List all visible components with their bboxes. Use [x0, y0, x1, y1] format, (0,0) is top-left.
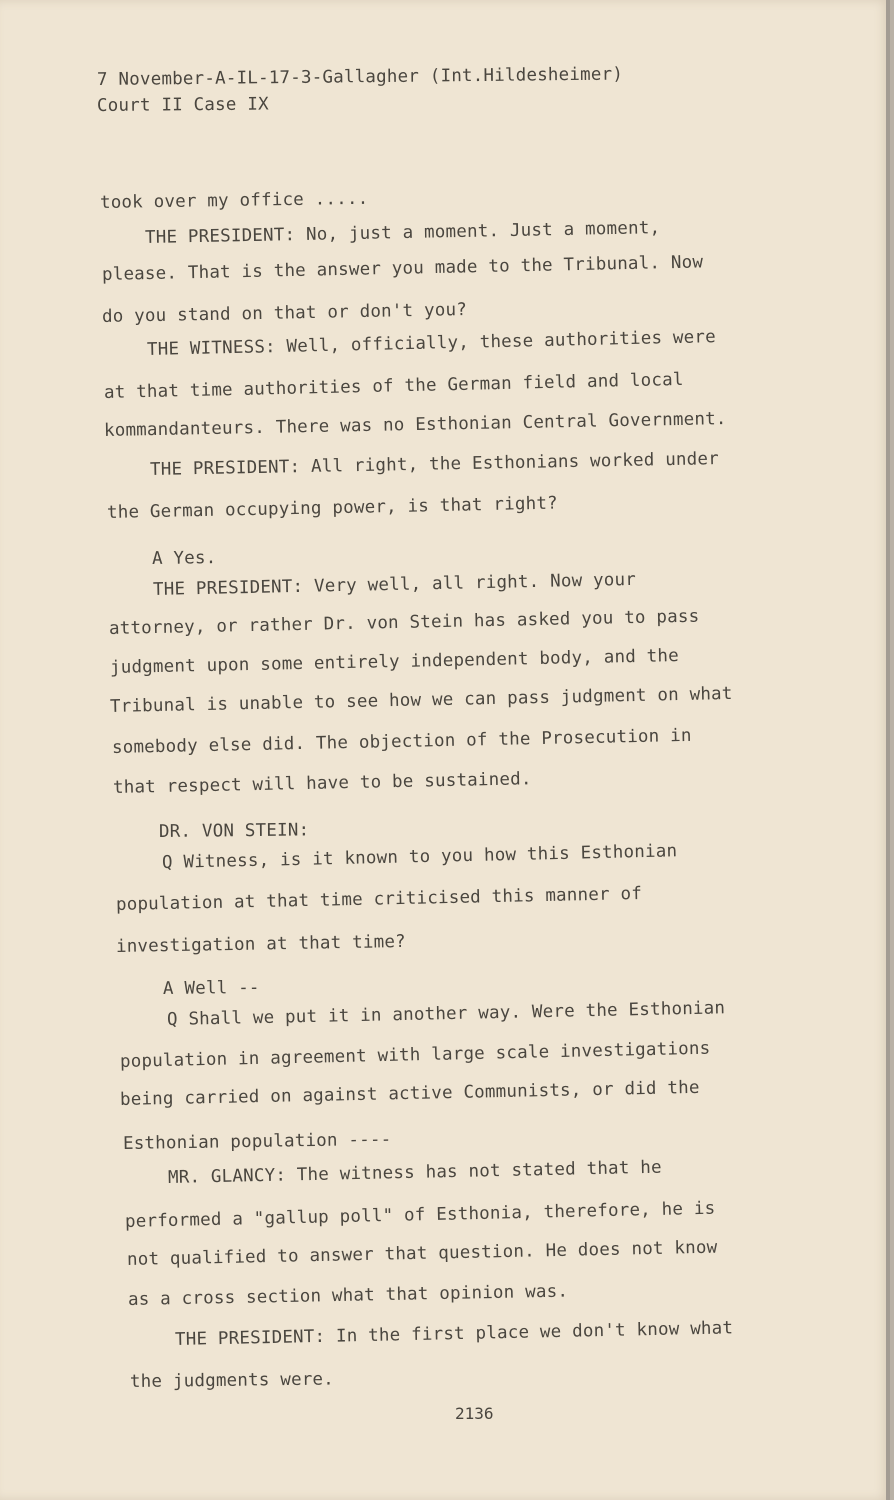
body-line: Tribunal is unable to see how we can pass judgment on what — [109, 683, 733, 717]
page-edge — [886, 0, 890, 1500]
body-line: THE PRESIDENT: All right, the Esthonians worked under — [149, 449, 720, 480]
body-line: please. That is the answer you made to the Tribunal. Now — [101, 252, 704, 285]
body-line: at that time authorities of the German field and local — [103, 369, 684, 403]
body-line: A Yes. — [151, 548, 217, 569]
body-line: MR. GLANCY: The witness has not stated that he — [167, 1157, 662, 1188]
body-line: judgment upon some entirely independent body, and the — [109, 646, 680, 678]
body-line: do you stand on that or don't you? — [101, 299, 468, 327]
body-line: not qualified to answer that question. He does not know — [126, 1237, 718, 1270]
body-line: the German occupying power, is that right? — [106, 493, 559, 523]
body-line: investigation at that time? — [115, 931, 407, 957]
body-line: Esthonian population ---- — [122, 1129, 392, 1154]
body-line: Q Witness, is it known to you how this Esthonian — [161, 841, 678, 873]
body-line: THE PRESIDENT: In the first place we don't know what — [174, 1318, 734, 1350]
body-line: as a cross section what that opinion was. — [127, 1281, 569, 1310]
body-line: THE PRESIDENT: Very well, all right. Now your — [152, 569, 637, 600]
body-line: population in agreement with large scale investigations — [119, 1038, 711, 1072]
body-line: kommandanteurs. There was no Esthonian Central Government. — [103, 409, 727, 441]
body-line: performed a "gallup poll" of Esthonia, therefore, he is — [124, 1198, 716, 1232]
body-line: attorney, or rather Dr. von Stein has asked you to pass — [108, 606, 700, 639]
body-line: that respect will have to be sustained. — [112, 769, 532, 798]
body-line: THE WITNESS: Well, officially, these authorities were — [146, 327, 717, 360]
body-line: DR. VON STEIN: — [158, 820, 310, 842]
body-line: population at that time criticised this manner of — [115, 883, 643, 915]
body-line: Q Shall we put it in another way. Were the Esthonian — [166, 998, 726, 1030]
header-line-2: Court II Case IX — [96, 94, 269, 116]
body-line: being carried on against active Communists, or did the — [119, 1077, 700, 1110]
body-line: the judgments were. — [129, 1369, 335, 1392]
body-line: somebody else did. The objection of the Prosecution in — [111, 725, 692, 758]
header-line-1: 7 November-A-IL-17-3-Gallagher (Int.Hildesheimer) — [96, 64, 624, 90]
body-line: A Well -- — [162, 977, 260, 999]
body-line: took over my office ..... — [99, 188, 369, 213]
page-number: 2136 — [455, 1404, 494, 1423]
body-line: THE PRESIDENT: No, just a moment. Just a moment, — [144, 218, 661, 248]
